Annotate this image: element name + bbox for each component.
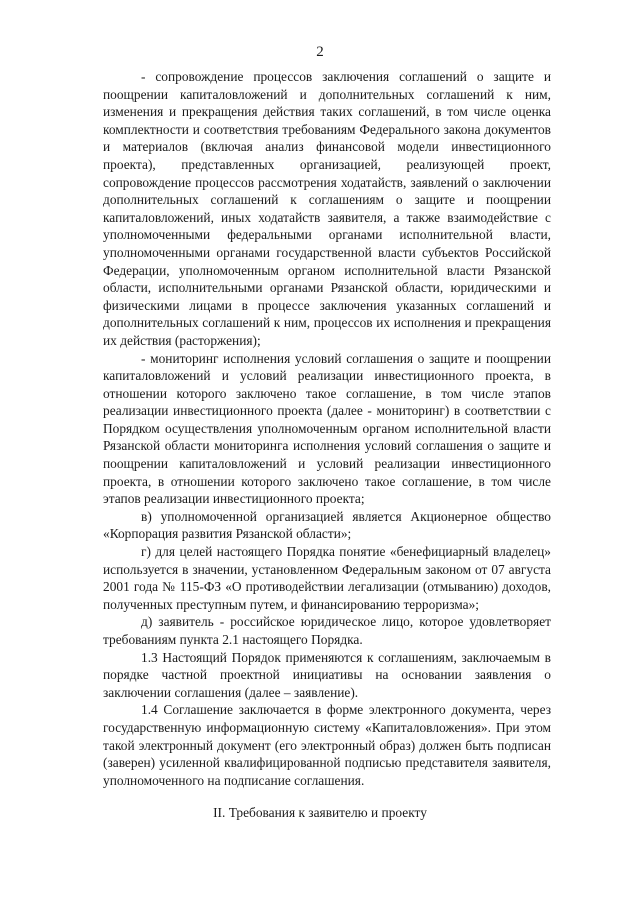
paragraph-applicant: д) заявитель - российское юридическое лицо, которое удовлетворяет требованиям пункта 2.1 настоящего Порядка. [103, 614, 551, 647]
section-heading: II. Требования к заявителю и проекту [213, 805, 427, 820]
paragraph-authorized-organization: в) уполномоченной организацией является Акционерное общество «Корпорация развития Рязанской области»; [103, 508, 551, 542]
document-body [103, 68, 551, 789]
page-number: 2 [316, 44, 324, 60]
paragraph-support-process: - сопровождение процессов заключения соглашений о защите и поощрении капиталовложений и дополнительных соглашений к ним, изменения и прекращения действия таких соглашений, в том числе оценка комплектности и соответствия требованиям Федерального закона документов и материалов (включая анализ финансовой модели инвестиционного проекта), представленных организацией, реализующей проект, сопровождение процессов рассмотрения ходатайств, заявлений о заключении дополнительных соглашений к соглашениям о защите и поощрении капиталовложений, иных ходатайств заявителя, а также взаимодействие с уполномоченными федеральными органами исполнительной власти, уполномоченными органами государственной власти субъектов Российской Федерации, уполномоченным органом исполнительной власти Рязанской области, исполнительными органами Рязанской области, юридическими и физическими лицами в процессе заключения указанных соглашений и дополнительных соглашений к ним, процессов их исполнения и прекращения их действия (расторжения); [103, 69, 551, 348]
paragraph-clause-1-3: 1.3 Настоящий Порядок применяются к соглашениям, заключаемым в порядке частной проектной инициативы на основании заявления о заключении соглашения (далее – заявление). [103, 649, 551, 700]
paragraph-clause-1-4: 1.4 Соглашение заключается в форме электронного документа, через государственную информационную систему «Капиталовложения». При этом такой электронный документ (его электронный образ) должен быть подписан (заверен) усиленной квалифицированной подписью представителя заявителя, уполномоченного на подписание соглашения. [103, 702, 551, 788]
paragraph-monitoring: - мониторинг исполнения условий соглашения о защите и поощрении капиталовложений и условий реализации инвестиционного проекта, в отношении которого заключено такое соглашение, в том числе этапов реализации инвестиционного проекта (далее - мониторинг) в соответствии с Порядком осуществления уполномоченным органом исполнительной власти Рязанской области мониторинга исполнения условий соглашения о защите и поощрении капиталовложений и условий реализации инвестиционного проекта, в отношении которого заключено такое соглашение, в том числе этапов реализации инвестиционного проекта; [103, 350, 551, 507]
paragraph-beneficial-owner: г) для целей настоящего Порядка понятие «бенефициарный владелец» используется в значении, установленном Федеральным законом от 07 августа 2001 года № 115-ФЗ «О противодействии легализации (отмыванию) доходов, полученных преступным путем, и финансированию терроризма»; [103, 544, 551, 612]
